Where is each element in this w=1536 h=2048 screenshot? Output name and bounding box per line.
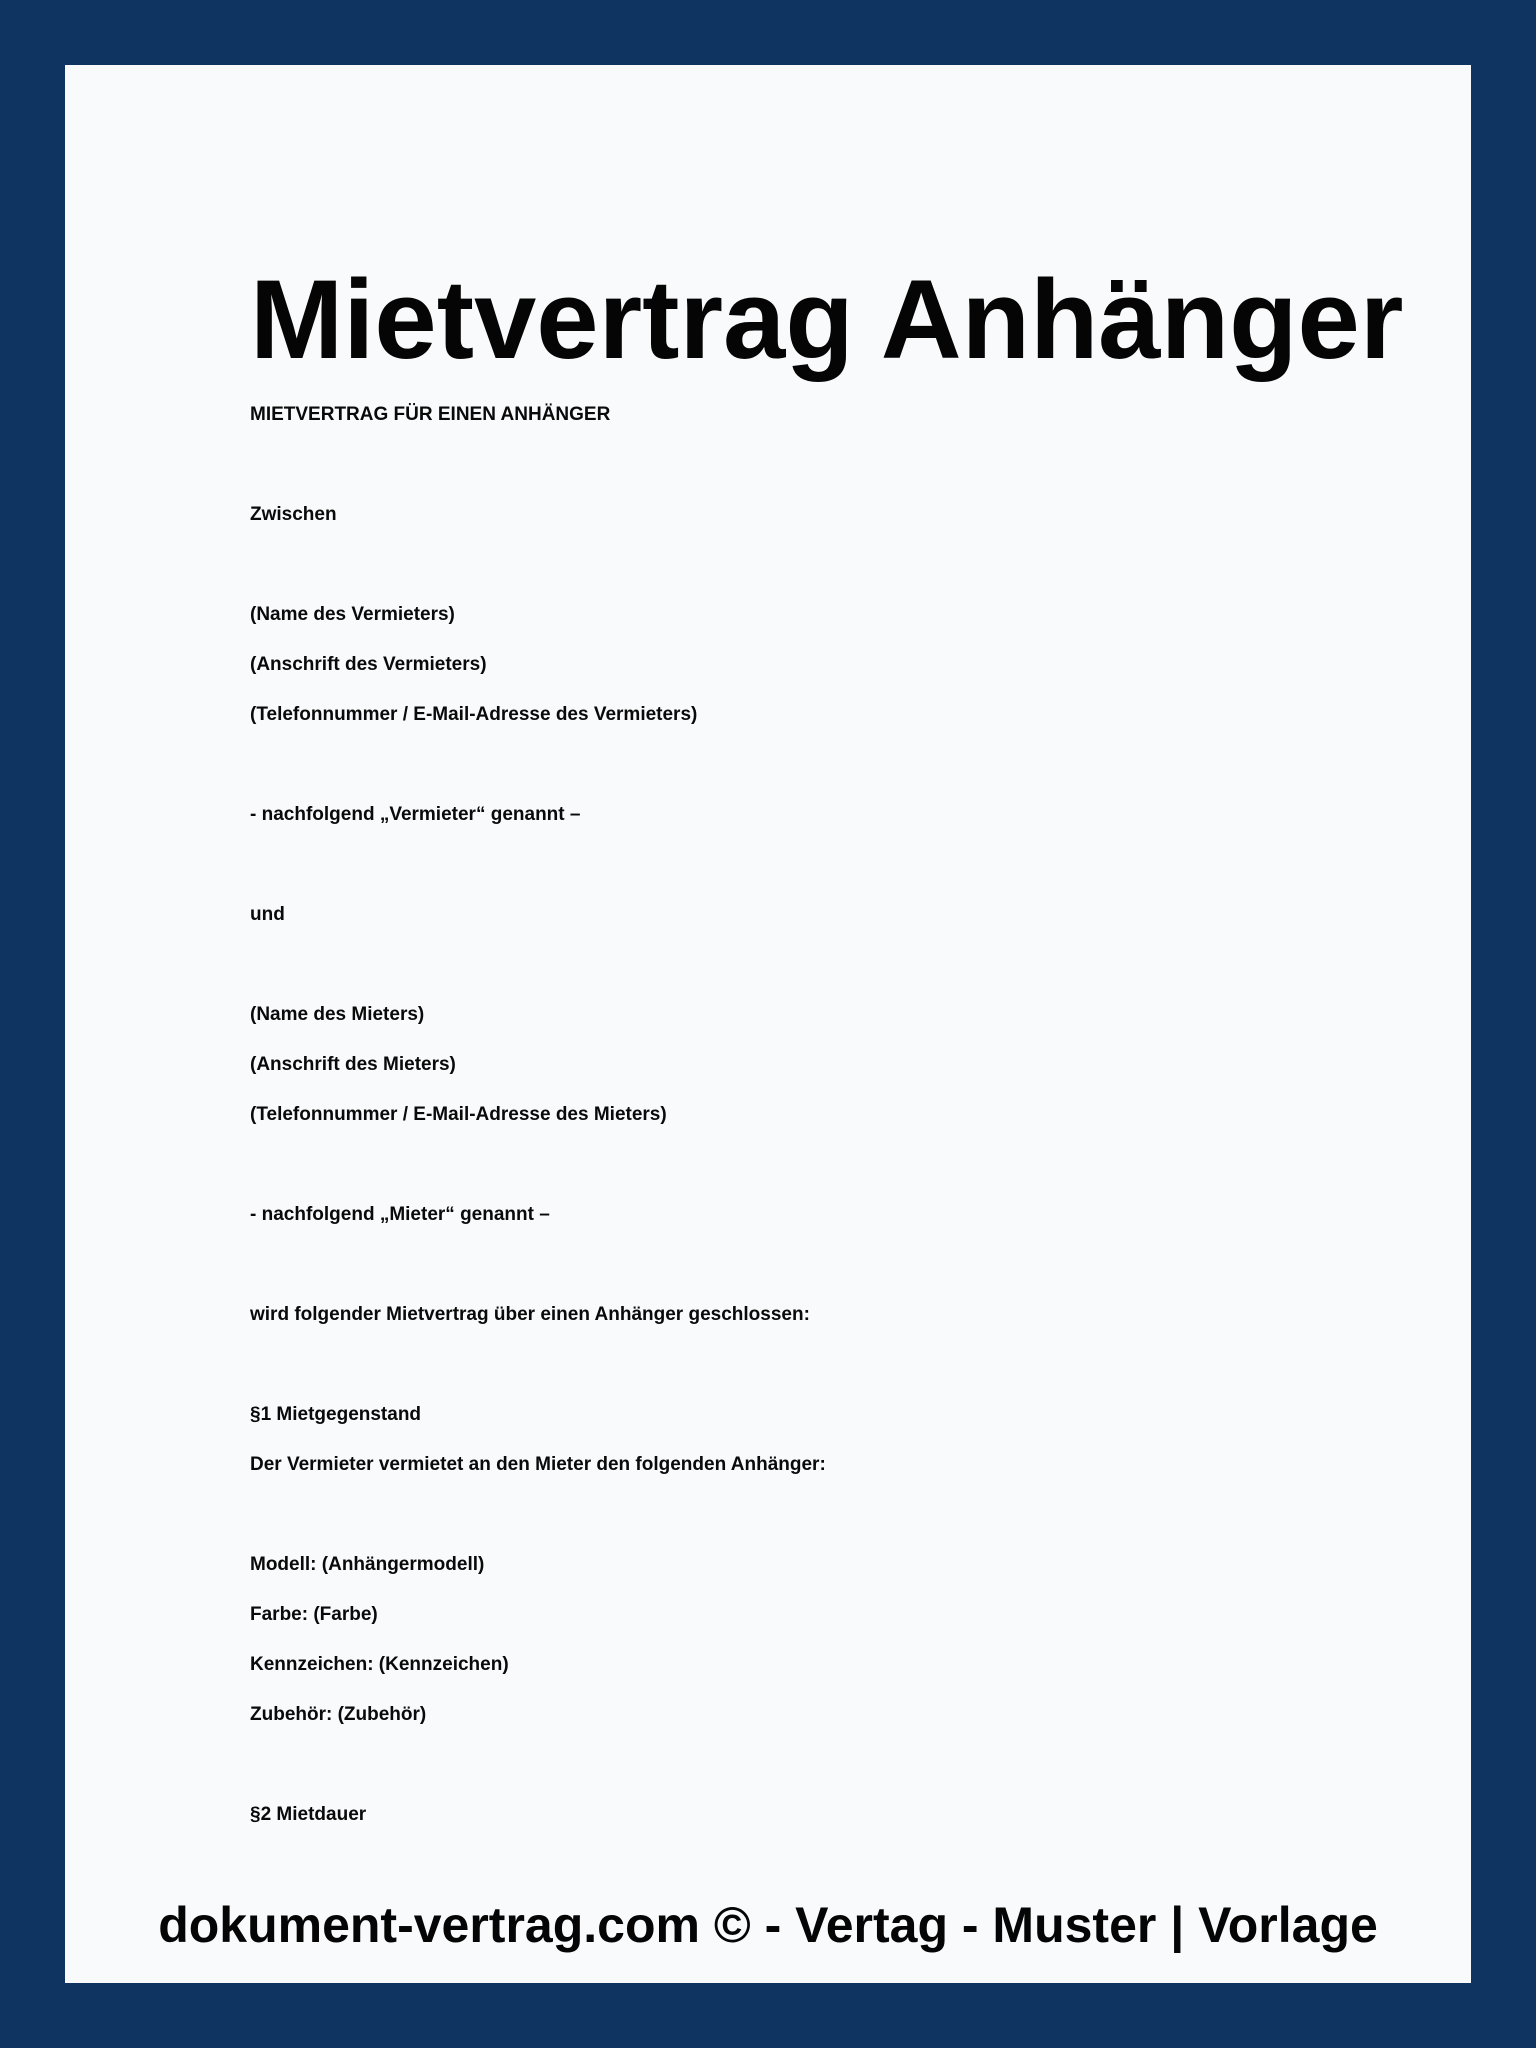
body-line: (Anschrift des Vermieters): [250, 654, 487, 675]
document-page: [65, 65, 1471, 1983]
body-line: Zwischen: [250, 504, 337, 525]
footer-watermark: dokument-vertrag.com © - Vertag - Muster | Vorlage: [158, 1897, 1378, 1953]
body-line: (Name des Vermieters): [250, 604, 455, 625]
body-line: (Telefonnummer / E-Mail-Adresse des Vermieters): [250, 704, 698, 725]
body-line: Modell: (Anhängermodell): [250, 1554, 485, 1575]
heading-line: MIETVERTRAG FÜR EINEN ANHÄNGER: [250, 404, 611, 425]
body-line: - nachfolgend „Mieter“ genannt –: [250, 1204, 550, 1225]
body-line: und: [250, 904, 285, 925]
section-heading: §2 Mietdauer: [250, 1804, 367, 1825]
body-line: (Anschrift des Mieters): [250, 1054, 456, 1075]
body-line: wird folgender Mietvertrag über einen Anhänger geschlossen:: [250, 1304, 810, 1325]
body-line: Der Vermieter vermietet an den Mieter den folgenden Anhänger:: [250, 1454, 826, 1475]
section-heading: §1 Mietgegenstand: [250, 1404, 422, 1425]
body-line: (Name des Mieters): [250, 1004, 425, 1025]
body-line: Zubehör: (Zubehör): [250, 1704, 427, 1725]
document-title: Mietvertrag Anhänger: [250, 257, 1404, 382]
body-line: Farbe: (Farbe): [250, 1604, 378, 1625]
body-line: - nachfolgend „Vermieter“ genannt –: [250, 804, 581, 825]
body-line: Kennzeichen: (Kennzeichen): [250, 1654, 509, 1675]
body-line: (Telefonnummer / E-Mail-Adresse des Mieters): [250, 1104, 667, 1125]
